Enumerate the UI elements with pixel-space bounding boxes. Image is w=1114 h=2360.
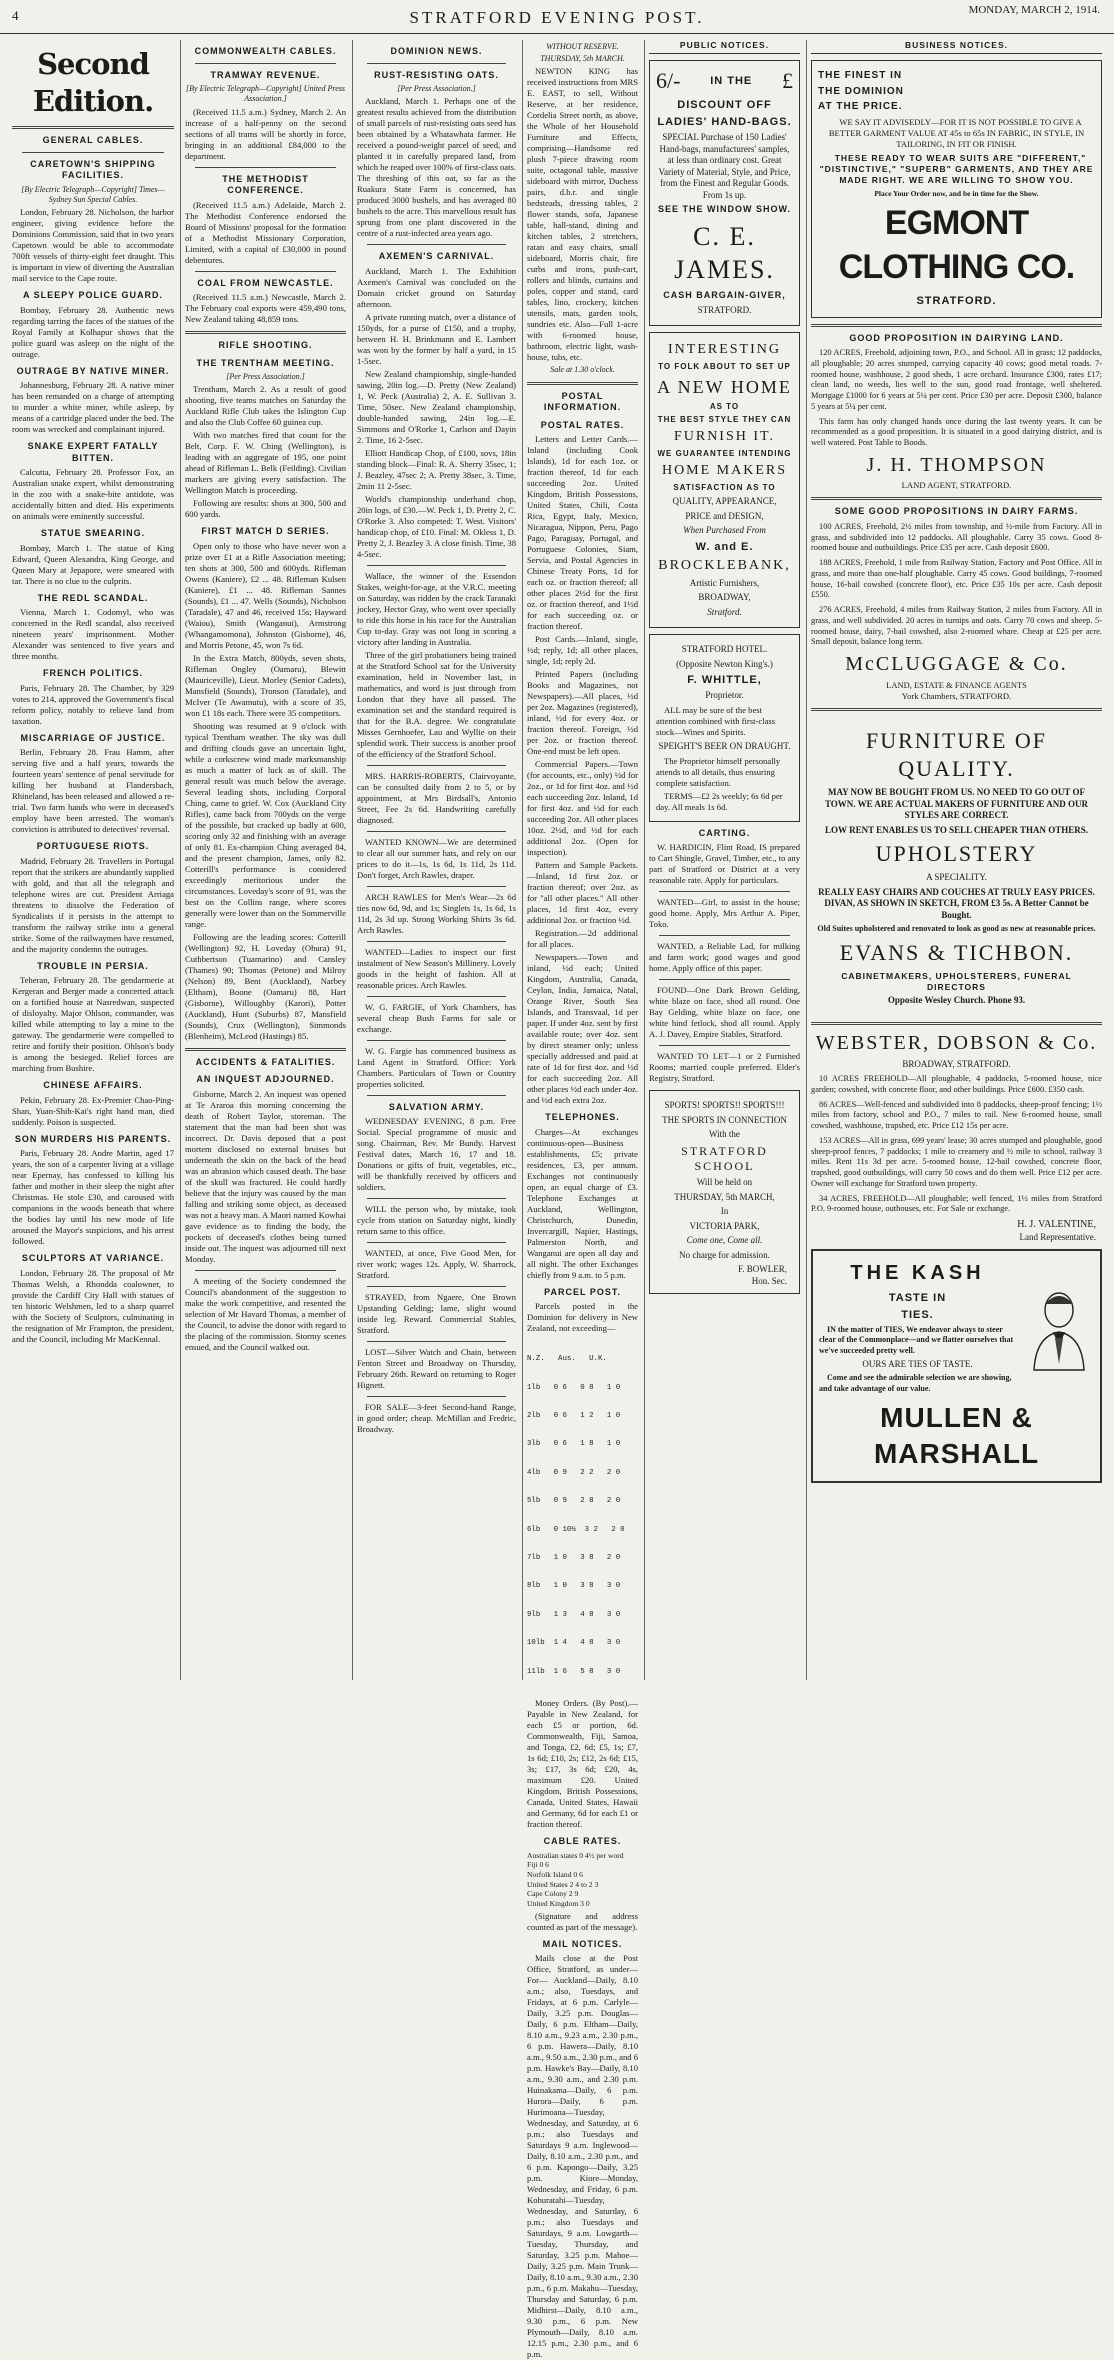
divider [12, 126, 174, 129]
ad-sports-signoff: F. BOWLER, [737, 1264, 787, 1275]
section-heading: PUBLIC NOTICES. [649, 40, 800, 54]
divider [659, 935, 790, 936]
divider [367, 1198, 506, 1199]
article-body: Auckland, March 1. Perhaps one of the greatest results achieved from the distribution of small parcels of rust-resisting oats seed has been obtained by a Whatawhata farmer. He received a pound-weight parcel of seed, and planted it in carefully prepared land, from which he reaped over 100% of first-class oats. The threshing of this oat, so far as the Ruakura State Farm is concerned, has produced 3000 bushels, and has averaged 80 bushels to the acre. This marvellous result has sprung from one plant discovered in the centre of a rust-infected area years ago. [357, 96, 516, 239]
ad-hotel-prop: F. WHITTLE, [687, 674, 762, 687]
parcel-row: 10lb 1 4 4 8 3 0 [527, 1639, 621, 1648]
divider [659, 1045, 790, 1046]
ad-hotel-prop2: Proprietor. [705, 690, 744, 701]
divider [367, 941, 506, 942]
column-dominion-news [352, 40, 520, 1680]
ad-sports-line: VICTORIA PARK, [689, 1220, 760, 1231]
parcel-row: 3lb 0 6 1 8 1 0 [527, 1440, 621, 1449]
ad-furn-body: Old Suites upholstered and renovated to look as good as new at reasonable prices. [817, 924, 1096, 934]
divider [811, 497, 1102, 500]
postal-rate: Post Cards.—Inland, single, ½d; reply, 1d; all other places, single, 1d; reply 2d. [527, 634, 638, 667]
parcel-row: 2lb 0 6 1 2 1 0 [527, 1412, 621, 1421]
ad-home-line: AS TO [709, 401, 740, 411]
ad-sports-line: THE SPORTS IN CONNECTION [662, 1114, 787, 1125]
classified-ad: WANTED—Girl, to assist in the house; good home. Apply, Mrs Arthur A. Piper, Toko. [649, 897, 800, 930]
ad-james-town: STRATFORD. [697, 304, 752, 315]
article-body: Bombay, March 1. The statue of King Edward, Queen Alexandra, King George, and Queen Mary at Jepapore, were smeared with tar. There is no clue to the culprits. [12, 542, 174, 586]
ad-egmont-clothing [811, 60, 1102, 318]
ad-hotel-body2: The Proprietor himself personally attends to all details, thus ensuring complete satisfaction. [656, 755, 781, 788]
cable-row: Cape Colony 2 9 [527, 1889, 579, 1899]
article-body: Open only to those who have never won a prize over £1 at a Rifle Association meeting; ten shots at 300, 500 and 600yds. Rifleman Owens (Kaniere), £2 ... 48. Rifleman Kulsen (Kaniere), £1 ... 48. Rifleman Sannes (Sounds), £1 ... 47. Wells (Sounds), Nicholson (Taradale), 47 and 46, received 15s; Hayward (Waiou), Smith (Wanganui), Armstrong (Whangamomona), Johnston (Gisborne), 46, and Morris Petone, 45, won 7s 6d. [185, 540, 346, 650]
article-body: Johannesburg, February 28. A native miner has been remanded on a charge of attempting to murder a white miner, while asleep, by means of a cartridge placed under the bed. The room was wrecked and complainant injured. [12, 380, 174, 435]
column-business-notices [806, 40, 1106, 1680]
ad-home-line: W. and E. [695, 540, 754, 553]
article-heading: SON MURDERS HIS PARENTS. [14, 1133, 172, 1144]
ad-furn-body: REALLY EASY CHAIRS AND COUCHES AT TRULY EASY PRICES. DIVAN, AS SHOWN IN SKETCH, FROM £3 5s. A Better Cannot be Bought. [818, 886, 1095, 920]
postal-rate: Parcels posted in the Dominion for delivery in New Zealand, not exceeding— [527, 1301, 638, 1334]
parcel-row: 9lb 1 3 4 8 3 0 [527, 1610, 621, 1619]
article-body: Following are results: shots at 300, 500 and 600 yards. [185, 498, 346, 520]
parcel-row: 4lb 0 9 2 2 2 0 [527, 1468, 621, 1477]
ad-discount-line: DISCOUNT OFF [677, 99, 772, 112]
auction-notice: NEWTON KING has received instructions from MRS E. EAST, to sell, Without Reserve, at her residence, Cordelia Street north, as above, the Whole of her Household Furniture and Effects, comprising—Handsome red plush 7-piece drawing room suite, octagonal table, massive sideboard with mirror, Duchess pairs, d.b.r. and single bedsteads, dressing tables, 2 flower stands, sofa, Japanese table, hall-stand, dining and kitchen tables, 2 stretchers, ratan and easy chairs, small sideboard, Morris chair, fire curbs and irons, push-cart, rollers and blinds, curtains and poles, copper and stand, card tables, lino, crockery, kitchen utensils, mats, garden tools, sundries etc. Also—Full 1-acre with 6-roomed house, bathroom, electric light, wash-house, tubs, etc. [527, 66, 638, 363]
article-heading: POSTAL RATES. [540, 419, 625, 430]
ad-discount-pound: £ [781, 67, 793, 93]
ad-mcluggage-sub: LAND, ESTATE & FINANCE AGENTS [886, 679, 1027, 690]
newspaper-title: STRATFORD EVENING POST. [409, 8, 705, 27]
article-credit: [Per Press Association.] [397, 84, 476, 94]
property-listing: 100 ACRES, Freehold, 2½ miles from township, and ½-mile from Factory. All in grass, and subdivided into 12 paddocks. All ploughable. Carry 35 cows. Good 8-roomed house and outbuildings. Price £35 per acre. Cash deposit £600. [811, 521, 1102, 553]
ad-discount-body: SPECIAL Purchase of 150 Ladies' Hand-bags, manufacturers' samples, at less than ordinary cost. Great Variety of Material, Style, and Price, from the Finest and Regular Goods. From 1s up. [658, 132, 791, 200]
article-heading: TRAMWAY REVENUE. [210, 69, 321, 80]
ad-home-line: WE GUARANTEE INTENDING [657, 448, 792, 458]
property-listing: This farm has only changed hands once during the last twenty years. It can be recommended as a good proposition. It is situated in a good dairying district, and is well watered. Post Table to Boods. [811, 416, 1102, 448]
divider [367, 565, 506, 566]
article-body: In the Extra Match, 800yds, seven shots, Rifleman Ongley (Oamaru), Blewitt (Mauriceville), Lieut. Morley (Senior Cadets), Mansfield (Sounds), Tronson (Taradale), and McIver (Te Awamutu), with a score of 35, won £1 18s each. There were 35 competitors. [185, 652, 346, 718]
classified-ad: MRS. HARRIS-ROBERTS, Clairvoyante, can be consulted daily from 2 to 5, or by appointment, at Mrs Birdsall's, Antonio Street, Fee 2s 6d. Handwriting carefully diagnosed. [357, 770, 516, 825]
ad-egmont-town: STRATFORD. [916, 294, 997, 307]
ad-thompson: J. H. THOMPSON [866, 453, 1047, 476]
article-body: Teheran, February 28. The gendarmerie at Kergeran and Berger made a concerted attack on a fortified house at Nasredwan, suspected of disloyalty. Major Ohlson, commander, was killed while attempting to lay a mine to the gateway. The gendarmerie were compelled to retire and fortify their position. Ohlson's body is among the besieged. Relief forces are marching from Bushire. [12, 975, 174, 1074]
classified-ad: W. HARDICIN, Flint Road, IS prepared to Cart Shingle, Gravel, Timber, etc., to any part of Stratford or District at a very reasonable rate. Apply for particulars. [649, 842, 800, 886]
ad-sports-line: SPORTS! SPORTS!! SPORTS!!! [664, 1100, 785, 1111]
ad-egmont-line: AT THE PRICE. [818, 101, 903, 113]
divider [367, 1095, 506, 1096]
ad-handbags [649, 60, 800, 326]
ad-sports-signoff: Hon. Sec. [751, 1275, 787, 1286]
ad-handbags-top [656, 67, 793, 95]
divider [811, 1022, 1102, 1025]
section-heading: RIFLE SHOOTING. [218, 340, 313, 351]
article-heading: THE TRENTHAM MEETING. [196, 357, 335, 368]
classified-ad: WANTED, at once, Five Good Men, for river work; wages 12s. Apply, W. Sharrock, Stratford. [357, 1248, 516, 1281]
article-body: (Received 11.5 a.m.) Adelaide, March 2. The Methodist Conference endorsed the Board of Missions' proposal for the formation of a Methodist Missionary Corporation, Limited, with a capital of £30,000 in pound debentures. [185, 199, 346, 265]
article-body: A meeting of the Society condemned the Council's abandonment of the suggestion to make the work competitive, and resented the selection of Mr Havard Thomas, a member of the Council, to advise the donor with regard to the placing of the commission. Stormy scenes ensued, and the Council walked out. [185, 1275, 346, 1352]
ad-sports-line: THURSDAY, 5th MARCH, [674, 1191, 775, 1202]
divider [811, 324, 1102, 327]
ad-thompson-sub: LAND AGENT, STRATFORD. [901, 480, 1012, 491]
article-body: Paris, February 28. The Chamber, by 329 votes to 214, approved the Government's fiscal reform policy, notably to relieve land from taxation. [12, 682, 174, 726]
auction-time: Sale at 1.30 o'clock. [550, 365, 615, 375]
divider [367, 1040, 506, 1041]
ad-sports-line: With the [709, 1129, 740, 1140]
divider [367, 886, 506, 887]
divider [367, 1286, 506, 1287]
ad-home-line: Artistic Furnishers, [689, 577, 760, 588]
ad-home-line: TO FOLK ABOUT TO SET UP [658, 362, 791, 372]
ad-stratford-hotel [649, 634, 800, 821]
parcel-row: 8lb 1 0 3 8 3 0 [527, 1582, 621, 1591]
article-body: (Received 11.5 a.m.) Newcastle, March 2. The February coal exports were 459,490 tons, New Zealand taking 48,859 tons. [185, 292, 346, 325]
article-body: London, February 28. The proposal of Mr Thomas Welsh, a Rhondda coalowner, to provide the Cardiff City Hall with statues of ten historic Welshmen, led to a sharp quarrel with the Society of Sculptors, culminating in the resignation of Mr Frampton, the president, and the Council, including Mr MacKennal. [12, 1267, 174, 1344]
cable-row: United States 2 4 to 2 3 [527, 1879, 599, 1889]
ad-furn-speciality: A SPECIALITY. [926, 872, 987, 883]
cable-table [527, 1851, 638, 1909]
ad-hotel-title: STRATFORD HOTEL. [681, 644, 768, 655]
article-heading: STATUE SMEARING. [40, 528, 146, 539]
ad-window: SEE THE WINDOW SHOW. [657, 204, 791, 215]
ad-sports-line: No charge for admission. [679, 1249, 770, 1260]
article-heading: PORTUGUESE RIOTS. [36, 841, 150, 852]
divider [367, 1341, 506, 1342]
ad-evans-name: EVANS & TICHBON. [839, 939, 1074, 965]
classified-ad: STRAYED, from Ngaere, One Brown Upstanding Gelding; lame, slight wound inside leg. Reward. Commercial Stables, Stratford. [357, 1292, 516, 1336]
ad-furn-body: MAY NOW BE BOUGHT FROM US. NO NEED TO GO OUT OF TOWN. WE ARE ACTUAL MAKERS OF FURNITURE AND OUR STYLES ARE CORRECT. [824, 787, 1089, 821]
ad-kash-line: TIES. [901, 1309, 934, 1322]
divider [195, 63, 336, 64]
ad-sports-line: Come one, Come all. [686, 1235, 763, 1246]
divider [367, 765, 506, 766]
divider [195, 271, 336, 272]
ad-kash-heading [819, 1257, 1016, 1395]
article-heading: AN INQUEST ADJOURNED. [196, 1074, 335, 1085]
auction-date: THURSDAY, 5th MARCH. [540, 54, 625, 64]
ad-furn-title: FURNITURE OF QUALITY. [865, 727, 1048, 781]
article-heading: SNAKE EXPERT FATALLY BITTEN. [27, 441, 159, 463]
postal-rate: Mails close at the Post Office, Stratford, as under— For— Auckland—Daily, 8.10 a.m.; also, Tuesdays, and Fridays, at 6 p.m. Carlyle—Daily, 3.25 p.m. Douglas—Daily, 6 p.m. Eltham—Daily, 8.10 a.m., 9.23 a.m., 2.30 p.m., 6 p.m. Hawera—Daily, 8.10 a.m., 9.50 a.m., 2.30 p.m., and 6 p.m. Hawke's Bay—Daily, 8.10 a.m., 9.30 a.m., and 2.30 p.m. Huinakama—Daily, 6 p.m. Hurora—Daily, 6 p.m. Hurimoana—Tuesday, Wednesday, and Saturday, at 6 p.m.; also Tuesdays and Saturdays 9 a.m. Inglewood—Daily, 8.10 a.m., 2.30 p.m., and 6 p.m. Kapongo—Daily, 3.25 p.m. Kiore—Monday, Wednesday, and Friday, 6 p.m. Kohuratahi—Tuesday, Wednesday, and Saturday, 6 p.m.; also Tuesdays and Saturdays, 9 a.m. Lowgarth—Tuesday, Thursday, and Saturday, 3.25 p.m. Mahoe—Daily, 3.25 p.m. Main Trunk—Daily, 8.10 a.m., 9.30 a.m., 2.30 p.m., 6 p.m. Makahu—Tuesday, Thursday and Saturday, 6 p.m. Midhirst—Daily, 8.10 a.m., 9.30 p.m., 6 p.m. New Plymouth—Daily, 8.10 a.m. 12.15 p.m., 2.30 p.m., and 6 p.m. [527, 1953, 638, 2360]
article-heading: SOME GOOD PROPOSITIONS IN DAIRY FARMS. [834, 506, 1079, 517]
issue-date: MONDAY, MARCH 2, 1914. [968, 4, 1100, 16]
postal-rate: Newspapers.—Town and inland, ½d each; United Kingdom, Australia, Canada, Ceylon, India, Jamaica, Natal, Orange River, South Sea Islands, and Transvaal, 1d per paper. If under 4oz. sent by first available route; over 4oz. sent by direct steamer only; unless specially addressed and paid at rate of 1d for first 4oz. and ½d for each succeeding 2oz. All other places ½d each under 4oz. and ½d each extra 2oz. [527, 952, 638, 1106]
parcel-row: 5lb 0 9 2 8 2 0 [527, 1497, 621, 1506]
article-heading: CARTING. [698, 827, 751, 838]
article-body: Shooting was resumed at 9 o'clock with typical Trentham weather. The sky was dull and drifting clouds gave an uncertain light, while a corkscrew wind made marksmanship as much a matter of luck as of skill. The general result was much below the average. Several leading shots, including Corporal Ching, came to grief. W. Cox (Auckland City Rifles), came back from 700yds on the verge of the possible, but cracked up badly at 600, scoring only 32 and finishing with an average of only 81. Ex-champion Ching averaged 84, and the present champion, James, only 82. Cotterill's performance is considered exceedingly meritorious under the circumstances. Loveday's score of 91, was the best on the Collins range, where scores generally were lower than on the Sommerville range. [185, 720, 346, 929]
property-listing: 10 ACRES FREEHOLD—All ploughable, 4 paddocks, 5-roomed house, nice garden; cowshed, with concrete floor, and other buildings. Price £600. £350 cash. [811, 1074, 1102, 1094]
postal-rate: Money Orders. (By Post).—Payable in New Zealand, for each £5 or portion, 6d. Commonwealth, Fiji, Samoa, and Tonga, £2, 6d; £5, 1s; £7, 1s 6d; £10, 2s; £12, 2s 6d; £15, 3s; £17, 3s 6d; £20, 4s, maximum £20. United Kingdom, British Possessions, Canada, United States, Hawaii and Germany, 6d for each £1 or fraction thereof. [527, 1698, 638, 1830]
article-body: Paris, February 28. Andre Martin, aged 17 years, the son of a carpenter living at a village near Epernay, has confessed to killing his father and mother in their sleep the night after Christmas. He stole £30, and caroused with companions in the woods beneath that where the bodies lay until his new mode of life aroused the Mayor's suspicions, and his arrest followed. [12, 1148, 174, 1247]
classified-ad: W. G. Fargie has commenced business as Land Agent in Stratford. Office: York Chambers. Particulars of Town or Country properties solicited. [357, 1045, 516, 1089]
auction-heading: WITHOUT RESERVE. [546, 42, 619, 51]
ad-egmont-name: EGMONT CLOTHING CO. [838, 204, 1075, 286]
cable-row: Australian states 0 4½ per word [527, 1850, 624, 1860]
article-heading: THE REDL SCANDAL. [37, 592, 149, 603]
ad-sports-line: In [720, 1206, 729, 1217]
classified-ad: WANTED TO LET—1 or 2 Furnished Rooms; married couple preferred. Elder's Registry, Stratford. [649, 1051, 800, 1084]
article-heading: CABLE RATES. [543, 1836, 622, 1847]
article-body: Berlin, February 28. Frau Hamm, after serving five and a half years, towards the fourteen years' sentence of penal servitude for killing her husband at Flandersbach, Rhineland, has been released and allowed a re-trial. Two farm hands who were in deceased's employ have been arrested. The woman's conviction is attributed to detectives' reversal. [12, 747, 174, 835]
ad-egmont-cta: Place Your Order now, and be in time for the Show. [874, 188, 1039, 198]
ad-valentine: H. J. VALENTINE, [1017, 1219, 1096, 1231]
article-subheading: FIRST MATCH D SERIES. [201, 526, 330, 537]
divider [811, 708, 1102, 711]
section-heading: COMMONWEALTH CABLES. [194, 46, 337, 56]
ad-hotel-beer: SPEIGHT'S BEER ON DRAUGHT. [658, 740, 791, 751]
classified-ad: WANTED, a Reliable Lad, for milking and farm work; good wages and good home. Apply office of this paper. [649, 941, 800, 974]
article-credit: [By Electric Telegraph—Copyright] Times—Sydney Sun Special Cables. [21, 184, 165, 204]
ad-kash-line: OURS ARE TIES OF TASTE. [862, 1358, 973, 1369]
ad-home-line: BROCKLEBANK, [658, 557, 791, 573]
column-postal-information [522, 40, 642, 2360]
ad-discount-in: IN THE [710, 74, 753, 87]
ad-valentine-sub: Land Representative. [1019, 1231, 1096, 1242]
property-listing: 188 ACRES, Freehold, 1 mile from Railway Station, Factory and Post Office. All in grass, and more than one-half ploughable. Carry 45 cows. Good buildings, 7-roomed house, 16-bail cowshed (concrete floor), etc. Price £35 10s per acre. Cash deposit £550. [811, 558, 1102, 600]
ad-home-line: THE BEST STYLE THEY CAN [657, 414, 792, 424]
ad-egmont-line: THE DOMINION [818, 85, 904, 97]
ad-home-line: INTERESTING [668, 342, 781, 358]
classified-ad: ARCH RAWLES for Men's Wear—2s 6d ties now 6d, 9d, and 1s; Singlets 1s, 1s 6d, 1s 11d, 2s 3d up. Strong Working Shirts 3s 6d. Arch Rawles. [357, 891, 516, 935]
property-listing: 86 ACRES—Well-fenced and subdivided into 8 paddocks, sheep-proof fencing; 1½ miles from factory, school and P.O., 7 miles to rail. New 6-roomed house, small cowshed, washhouse, trapshed, etc. Price £12 15s per acre. [811, 1099, 1102, 1131]
article-heading: TROUBLE IN PERSIA. [37, 960, 149, 971]
article-heading: RUST-RESISTING OATS. [374, 69, 499, 80]
ad-james-sub: CASH BARGAIN-GIVER, [663, 290, 786, 301]
divider [367, 831, 506, 832]
classified-ad: FOR SALE—3-feet Second-hand Range, in good order; cheap. McMillan and Fredric, Broadway. [357, 1402, 516, 1435]
divider [659, 891, 790, 892]
article-body: (Received 11.5 a.m.) Sydney, March 2. An increase of a half-penny on the second sections of all trams will be shortly in force, bringing in an additional £84,000 to the department. [185, 106, 346, 161]
article-body: Bombay, February 28. Authentic news regarding tarring the faces of the statues of the Royal Family at Kolhapur shows that the police guard was asleep on the night of the outrage. [12, 304, 174, 359]
ad-evans-tichbon [811, 717, 1102, 1016]
classified-ad: WANTED KNOWN—We are determined to clear all our summer hats, and rely on our prices to do it—1s, 1s 6d, 1s 11d, 2s 11d. Don't forget, Arch Rawles, draper. [357, 836, 516, 880]
page-number: 4 [12, 8, 19, 23]
section-heading: POSTAL INFORMATION. [543, 390, 622, 413]
ad-home-line: HOME MAKERS [661, 463, 788, 479]
article-heading: CHINESE AFFAIRS. [43, 1080, 143, 1091]
section-heading: DOMINION NEWS. [390, 46, 483, 56]
ad-sports-line: STRATFORD SCHOOL [681, 1143, 768, 1173]
divider [367, 63, 506, 64]
article-heading: TELEPHONES. [545, 1112, 620, 1123]
divider [367, 996, 506, 997]
ad-evans-sub: CABINETMAKERS, UPHOLSTERERS, FUNERAL DIRECTORS [841, 970, 1072, 992]
classified-ad: LOST—Silver Watch and Chain, between Fenton Street and Broadway on Thursday, February 26th. Reward on returning to Roger Hignett. [357, 1347, 516, 1391]
postal-rate: Charges—At exchanges continuous-open—Business establishments, £5; private residences, £3, per annum. Exchanges not continuously open, an equal charge of £3. Telephone Exchanges at Auckland, Wellington, Christchurch, Dunedin, Invercargill, Napier, Hastings, Palmerston North, and Wanganui are open all day and all night. The other Exchanges chiefly from 9 a.m. to 5 p.m. [527, 1126, 638, 1280]
ad-home-line: PRICE and DESIGN, [685, 510, 764, 521]
article-credit: [By Electric Telegraph—Copyright] United Press Association.] [186, 84, 345, 104]
column-public-notices [644, 40, 804, 1680]
ad-hotel-body: ALL may be sure of the best attention combined with first-class stock—Wines and Spirits. [656, 704, 776, 737]
article-body: London, February 28. Nicholson, the harbor engineer, giving evidence before the Dominions Commission, said that in two years Capetown would be able to accommodate 700ft vessels of thirty-eight feet draught. This is important in view of diverting the Australian mail service to the Cape route. [12, 207, 174, 284]
divider [195, 1270, 336, 1271]
article-body: Auckland, March 1. The Exhibition Axemen's Carnival was concluded on the Domain cricket ground on Saturday afternoon. [357, 265, 516, 309]
article-body: Madrid, February 28. Travellers in Portugal report that the strikers are abundantly supplied with gold, and that all the telegraph and telephone wires are cut. President Arriaga threatens to dissolve the Federation of Syndicalists if it persists in the attempt to transform the railway strike into a general strike. Some of the railwaymen have resumed, and the majority condemn the outrages. [12, 855, 174, 954]
article-heading: A SLEEPY POLICE GUARD. [22, 290, 164, 301]
ad-hotel-terms: TERMS—£2 2s weekly; 6s 6d per day. All meals 1s 6d. [656, 790, 783, 812]
ad-mullen-name: MULLEN & MARSHALL [873, 1401, 1040, 1469]
ad-mullen-marshall [811, 1249, 1102, 1483]
article-credit: [Per Press Association.] [226, 372, 305, 382]
classified-ad: WILL the person who, by mistake, took cycle from station on Saturday night, kindly return same to this office. [357, 1204, 516, 1237]
article-body: World's championship underhand chop, 20in logs, of £30.—W. Peck 1, D. Pretty 2, C. O'Rorke 3. Also competed: T. West. Visitors' handicap chop, of £10. Final: M. Okless 1, D. Pretty 2, J. Beazley 3. A close finish. Time, 38 4-5sec. [357, 493, 516, 559]
property-listing: 34 ACRES, FREEHOLD—All ploughable; well fenced, 1½ miles from Stratford P.O. 9-roomed house, outhouses, etc. For Sale or exchange. [811, 1193, 1102, 1214]
cable-row: United Kingdom 3 0 [527, 1899, 590, 1909]
divider [367, 244, 506, 245]
ad-webster: WEBSTER, DOBSON & Co. [815, 1031, 1098, 1054]
article-body: Trentham, March 2. As a result of good shooting, five teams matches on Saturday the Auckland Rifle Club takes the Islington Cup and also the Club Coffee 60 guinea cup. [185, 384, 346, 428]
article-heading: SALVATION ARMY. [388, 1101, 485, 1112]
postal-rate: Registration.—2d additional for all places. [527, 928, 638, 950]
article-heading: MAIL NOTICES. [542, 1938, 623, 1949]
article-heading: COAL FROM NEWCASTLE. [197, 277, 334, 288]
property-listing: 120 ACRES, Freehold, adjoining town, P.O., and School. All in grass; 12 paddocks, all ploughable; 20 acres stumped, carrying capacity 40 cows; good metal roads. 7-roomed house, washhouse, 2 good sheds, 1 acre orchard. Insurance £300, rates £17; clean land, no weeds, lies well to the sun, good road frontage, well sheltered. Mortgage £1000 for 6 years at 5¼ per cent. Price £30 per acre. Deposit £300, balance 5 years at 5¼ per cent. [811, 348, 1102, 411]
divider [367, 1242, 506, 1243]
ad-furn-upholstery: UPHOLSTERY [875, 841, 1038, 867]
article-heading: FRENCH POLITICS. [42, 668, 143, 679]
article-heading: SCULPTORS AT VARIANCE. [21, 1253, 165, 1264]
ad-home-line: When Purchased From [683, 525, 766, 536]
article-body: Wallace, the winner of the Essendon Stakes, weight-for-age, at the V.R.C. meeting on Saturday, was ridden by the crack Taranaki jockey, Hector Gray, who went over specially to ride this horse in his race for the Australian Cup to-day. Gray was not long in scoring a victory after landing in Australia. [357, 570, 516, 647]
article-body: Gisborne, March 2. An inquest was opened at Te Araroa this morning concerning the death of Robert Taylor, storeman. The statement that the man had been shot was incorrect. Dr. Davis deposed that a post mortem disclosed no external bruises but underneath the skin on the back of the head was an abrasion which caused death. The base of the skull was fractured. He could hardly believe that the injury was caused by the man falling and striking some object, as deceased was not a heavy man. A Maori named Kowhai gave evidence as to finding the body, the pockets of deceased's clothes being turned inside out. The inquest was adjourned till next Monday. [185, 1088, 346, 1264]
article-body: A private running match, over a distance of 150yds, for a purse of £150, and a trophy, between H. H. Brinkmann and E. Lambert was won by the former by half a yard, in 15 1-5sec. [357, 311, 516, 366]
article-body: With two matches fired that count for the Belt, Corp. F. W. Ching (Wellington), is leading with an aggregate of 195, one point ahead of Rifleman L. Belk (Feilding). Civilian markers are giving every satisfaction. The Wellington Match is proceeding. [185, 430, 346, 496]
divider [195, 167, 336, 168]
ad-home-line: FURNISH IT. [673, 429, 776, 444]
divider [659, 979, 790, 980]
ad-mcluggage-addr: York Chambers, STRATFORD. [901, 690, 1012, 701]
classified-ad: WANTED—Ladies to inspect our first instalment of New Season's Millinery. Lovely goods in the height of fashion. All at reasonable prices. Arch Rawles. [357, 946, 516, 990]
parcel-row: 6lb 0 10½ 3 2 2 0 [527, 1525, 625, 1534]
article-heading: AXEMEN'S CARNIVAL. [378, 251, 495, 262]
ad-kash-body: IN the matter of TIES, We endeavor always to steer clear of the Commonplace—and we flatter ourselves that we've succeeded pretty well. [819, 1325, 1014, 1355]
ad-egmont-body: THESE READY TO WEAR SUITS ARE "DIFFERENT," "DISTINCTIVE," "SUPERB" GARMENTS, AND THEY ARE MADE RIGHT. WE ARE WILLING TO SHOW YOU. [819, 153, 1094, 186]
ad-sports-line: Will be held on [696, 1177, 753, 1188]
ad-evans-addr: Opposite Wesley Church. Phone 93. [887, 995, 1026, 1006]
ad-brocklebank [649, 332, 800, 628]
ad-home-line: SATISFACTION AS TO [673, 483, 776, 493]
divider [527, 382, 638, 385]
ad-mcluggage: McCLUGGAGE & Co. [845, 653, 1068, 676]
ad-kash-line: THE KASH [850, 1262, 985, 1285]
ad-school-sports [649, 1090, 800, 1294]
divider [22, 152, 164, 153]
ad-home-line: QUALITY, APPEARANCE, [672, 496, 777, 507]
ad-kash-line: TASTE IN [888, 1291, 947, 1304]
postal-rate: Commercial Papers.—Town (for accounts, etc., only) ½d for 2oz., or 1d for first 4oz. and ½d each succeeding 2oz. Inland, 1d for first 4oz. and ½d for each succeeding 2oz. All other places 10oz. 2½d, and ½d for each additional 2oz. (Open for inspection). [527, 759, 638, 858]
postal-rate: (Signature and address counted as part of the message). [527, 1910, 638, 1932]
article-body: Pekin, February 28. Ex-Premier Chao-Ping-Shan, Yuan-Shih-Kai's right hand man, died suddenly. Poison is suspected. [12, 1094, 174, 1127]
parcel-row: 1lb 0 6 0 8 1 0 [527, 1383, 621, 1392]
article-heading: PARCEL POST. [544, 1286, 621, 1297]
article-body: Vienna, March 1. Codomyl, who was concerned in the Redl scandal, also received nineteen years' imprisonment. Mother Alexander was sentenced to five years and three months. [12, 607, 174, 662]
section-heading: BUSINESS NOTICES. [811, 40, 1102, 54]
ad-home-line: BROADWAY, [698, 592, 751, 603]
article-body: New Zealand championship, single-handed sawing, 20in log.—D. Pretty (New Zealand) 1, W. Peck (Australia) 2, A. E. Sullivan 3. Time, 50sec. New Zealand championship, double-handed sawing, 24in log.—E. Simmons and O'Rorke 1, Carlson and Dayin 2. Time, 16 2-5sec. [357, 368, 516, 445]
cable-row: Norfolk Island 0 6 [527, 1870, 583, 1880]
divider [185, 331, 346, 334]
property-listing: 153 ACRES—All in grass, 699 years' lease; 30 acres stumped and ploughable, good sheep-proof fences, 7 paddocks; 1 mile to creamery and ½ mile to school, railway 3 miles. Rent 11s 3d per acre. 5-roomed house, 12-bail cowshed, concrete floor, trapshed, good outbuildings, will carry 50 cows and do them well. Price £12 per acre. Owner will exchange for Stratford town property. [811, 1135, 1102, 1188]
parcel-row: 7lb 1 0 3 8 2 0 [527, 1554, 621, 1563]
parcel-table-header: N.Z. Aus. U.K. [527, 1355, 607, 1364]
ad-egmont-line: THE FINEST IN [818, 69, 903, 81]
column-general-cables [8, 40, 178, 1680]
parcel-row: 11lb 1 6 5 8 3 0 [527, 1667, 621, 1676]
ad-discount-price: 6/- [656, 67, 681, 93]
article-heading: OUTRAGE BY NATIVE MINER. [16, 365, 170, 376]
article-body: Elliott Handicap Chop, of £100, sovs, 18in standing block—Final: R. A. Sherry 35sec, 1; J. Beazley, 47sec 2; A. Pretty 38sec, 3. Time, 2min 11 2-5sec. [357, 447, 516, 491]
postal-rate: Printed Papers (including Books and Magazines, not Newspapers).—All places, ½d per 2oz. Magazines (registered), inland, ½d for every 4oz. or fraction thereof. Foreign, ½d per 2oz. or fraction thereof. One-end must be left open. [527, 669, 638, 757]
ad-furn-body: LOW RENT ENABLES US TO SELL CHEAPER THAN OTHERS. [824, 824, 1088, 835]
postal-rate: Pattern and Sample Packets.—Inland, 1d first 2oz. or fraction thereof; over 2oz. as for "all other places." All other places, 1d first 4oz, every additional 2oz. or fraction ½d. [527, 860, 638, 926]
property-listing: 276 ACRES, Freehold, 4 miles from Railway Station, 2 miles from Factory. All in grass, and well subdivided. 20 acres in turnips and oats. Carry 70 cows and sheep. 5-roomed house, dairy, 7-bail cowshed, also 2-roomed whare. Cheap at £25 per acre. Small deposit, balance long term. [811, 605, 1102, 647]
ad-kash-body: Come and see the admirable selection we are showing, and take advantage of our value. [819, 1373, 1012, 1393]
ad-egmont-body: WE SAY IT ADVISEDLY—FOR IT IS NOT POSSIBLE TO GIVE A BETTER GARMENT VALUE AT 45s to 65s IN FABRIC, IN STYLE, IN TAILORING, IN FIT OR FINISH. [828, 117, 1085, 150]
column-commonwealth-cables [180, 40, 350, 1680]
article-heading: GOOD PROPOSITION IN DAIRYING LAND. [849, 332, 1064, 343]
article-heading: THE METHODIST CONFERENCE. [222, 173, 309, 196]
ad-james: C. E. JAMES. [674, 221, 775, 285]
postal-rate: Letters and Letter Cards.—Inland (including Cook Islands), 1d for each 1oz. or fraction thereof, 1d for each succeeding 2oz. United Kingdom, British Possessions, United States, Chili, Costa Rica, Egypt, Italy, Mexico, Nicaragua, Nippon, Peru, Pago Pago, Paraguay, Portugal, and Portuguese Colonies, Siam, Servia, and Postal Agencies in Chinese Treaty Ports, 1d for each oz. or fraction thereof; all other places 2½d for the first oz. or fraction thereof, and 1½d for each succeeding oz. or fraction thereof. [527, 434, 638, 632]
gentleman-portrait-icon [1024, 1284, 1094, 1370]
edition-title: Second Edition. [32, 47, 154, 119]
article-body: Following are the leading scores: Cotterill (Wellington) 92, H. Loveday (Ohura) 91, Cuthbertson (Tuamarino) and Cansley (Thames) 90; Thomas (Petone) and Milroy (Nelson) 89, Bent (Auckland), Narbey (Eltham), Boone (Oamaru) 88, Hart (Gisborne), Willoughby (Karori), Potter (Auckland), Hunt (Suburbs) 87, Mansfield (Sounds), Crux (Wellington), Simmonds (Blenheim), McLeod (Hastings) 85. [185, 931, 346, 1041]
article-heading: CARETOWN'S SHIPPING FACILITIES. [30, 158, 156, 181]
article-heading: MISCARRIAGE OF JUSTICE. [20, 732, 166, 743]
classified-ad: FOUND—One Dark Brown Gelding, white blaze on face, shod all round. One Bay Gelding, white blaze on face, one white hind fetlock, shod all round. Apply A. J. Davey, Empire Stables, Stratford. [649, 985, 800, 1040]
divider [367, 1396, 506, 1397]
article-body: Three of the girl probationers being trained at the Stratford School sat for the University examination, held in November last, in mathematics, and word is just through from London that they have all passed. The examination set and the standard required is that for the B.A. degree. We congratulate Misses Gernhoefer, Lau and Wyllie on their splendid work. Their success is another proof of the efficiency of the Stratford School. [357, 649, 516, 759]
section-heading: GENERAL CABLES. [42, 135, 144, 146]
masthead [0, 0, 1114, 34]
ad-home-line: Stratford. [707, 606, 742, 617]
ad-kash-top [819, 1257, 1094, 1395]
ad-webster-sub: BROADWAY, STRATFORD. [902, 1058, 1011, 1069]
classified-ad: W. G. FARGIE, of York Chambers, has several cheap Bush Farms for sale or exchange. [357, 1001, 516, 1034]
parcel-table [527, 1336, 638, 1696]
ad-home-line: A NEW HOME [657, 376, 792, 397]
classified-ad: WEDNESDAY EVENING, 8 p.m. Free Social. Special programme of music and song. Chairman, Rev. Mr Bundy. Harvest Festival dates, March 16, 17 and 18. Donations or gifts of fruit, vegetables, etc., will be thankfully received by officers and soldiers. [357, 1116, 516, 1193]
cable-row: Fiji 0 6 [527, 1860, 549, 1870]
divider [185, 1048, 346, 1051]
article-body: Calcutta, February 28. Professor Fox, an Australian snake expert, whilst demonstrating in the zoo with a snake-bite antidote, was accidentally bitten and died. His experiments on animals were eminently successful. [12, 467, 174, 522]
ad-hotel-sub: (Opposite Newton King's.) [676, 658, 773, 669]
section-heading: ACCIDENTS & FATALITIES. [195, 1056, 336, 1067]
ad-discount-bags: LADIES' HAND-BAGS. [657, 116, 792, 129]
